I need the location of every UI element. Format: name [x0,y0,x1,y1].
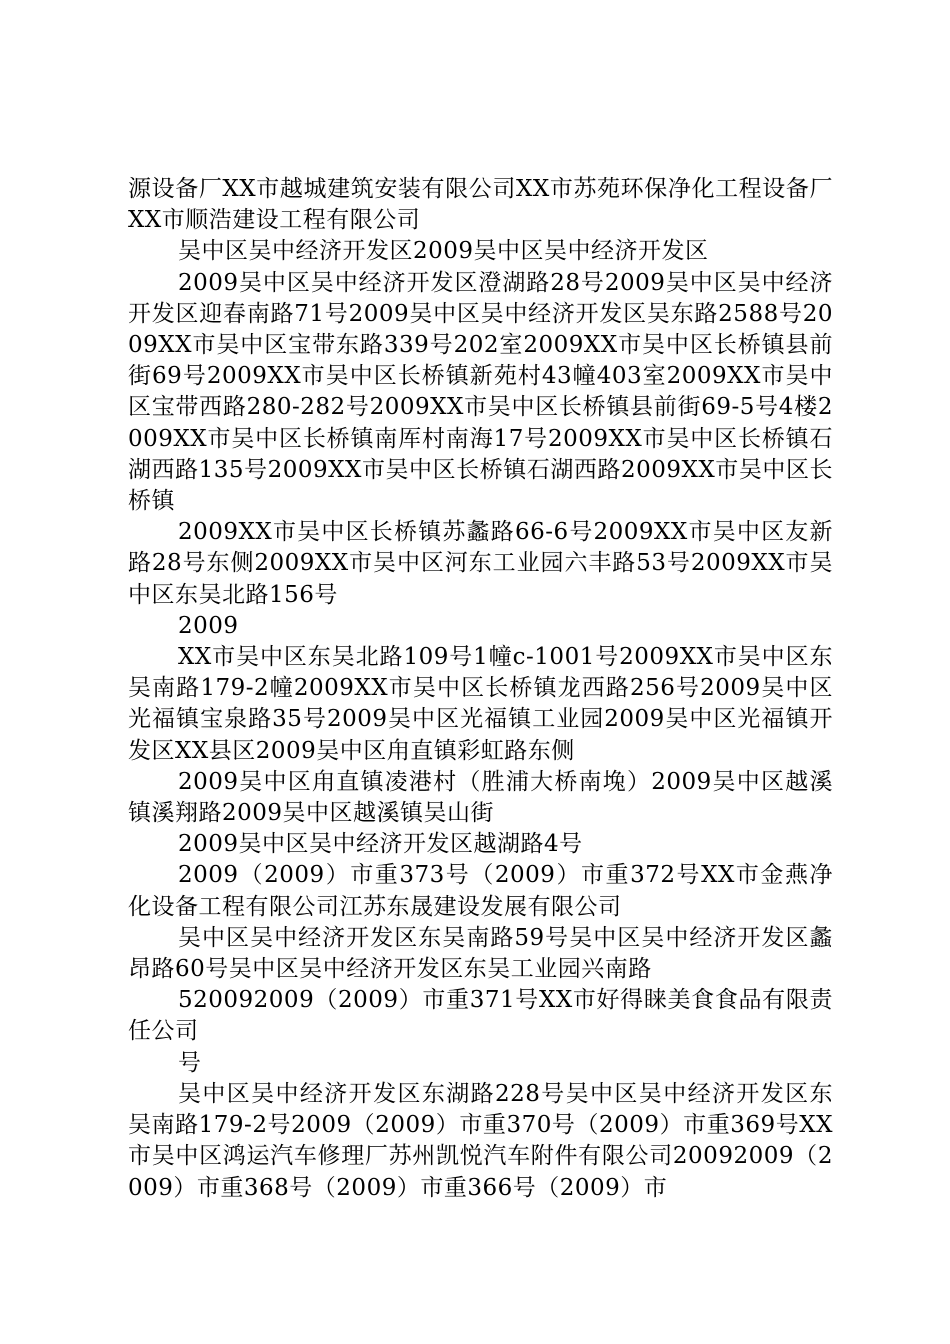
paragraph-12: 号 [178,1049,202,1076]
paragraph-5: 2009 [178,612,239,639]
paragraph-2: 吴中区吴中经济开发区2009吴中区吴中经济开发区 [178,238,709,265]
paragraph-4: 2009XX市吴中区长桥镇苏蠡路66-6号2009XX市吴中区友新路28号东侧2009XX市吴中区河东工业园六丰路53号2009XX市吴中区东吴北路156号 [128,519,833,608]
paragraph-9: 2009（2009）市重373号（2009）市重372号XX市金燕净化设备工程有限公司江苏东晟建设发展有限公司 [128,862,833,920]
paragraph-8: 2009吴中区吴中经济开发区越湖路4号 [178,831,583,858]
paragraph-13: 吴中区吴中经济开发区东湖路228号吴中区吴中经济开发区东吴南路179-2号2009（2009）市重370号（2009）市重369号XX市吴中区鸿运汽车修理厂苏州凯悦汽车附件有限公司20092009（2009）市重368号（2009）市重366号（2009）市 [128,1080,833,1201]
paragraph-3: 2009吴中区吴中经济开发区澄湖路28号2009吴中区吴中经济开发区迎春南路71号2009吴中区吴中经济开发区吴东路2588号2009XX市吴中区宝带东路339号202室2009XX市吴中区长桥镇县前街69号2009XX市吴中区长桥镇新苑村43幢403室2009XX市吴中区宝带西路280-282号2009XX市吴中区长桥镇县前街69-5号4楼2009XX市吴中区长桥镇南厍村南海17号2009XX市吴中区长桥镇石湖西路135号2009XX市吴中区长桥镇石湖西路2009XX市吴中区长桥镇 [128,269,833,515]
paragraph-10: 吴中区吴中经济开发区东吴南路59号吴中区吴中经济开发区蠡昂路60号吴中区吴中经济开发区东吴工业园兴南路 [128,924,833,983]
paragraph-6: XX市吴中区东吴北路109号1幢c-1001号2009XX市吴中区东吴南路179-2幢2009XX市吴中区长桥镇龙西路256号2009吴中区光福镇宝泉路35号2009吴中区光福镇工业园2009吴中区光福镇开发区XX县区2009吴中区甪直镇彩虹路东侧 [128,644,833,764]
paragraph-1: 源设备厂XX市越城建筑安装有限公司XX市苏苑环保净化工程设备厂XX市顺浩建设工程有限公司 [128,176,833,234]
document-body [128,174,833,1204]
paragraph-11: 520092009（2009）市重371号XX市好得睐美食食品有限责任公司 [128,987,833,1045]
paragraph-7: 2009吴中区甪直镇凌港村（胜浦大桥南堍）2009吴中区越溪镇溪翔路2009吴中区越溪镇吴山街 [128,768,833,827]
